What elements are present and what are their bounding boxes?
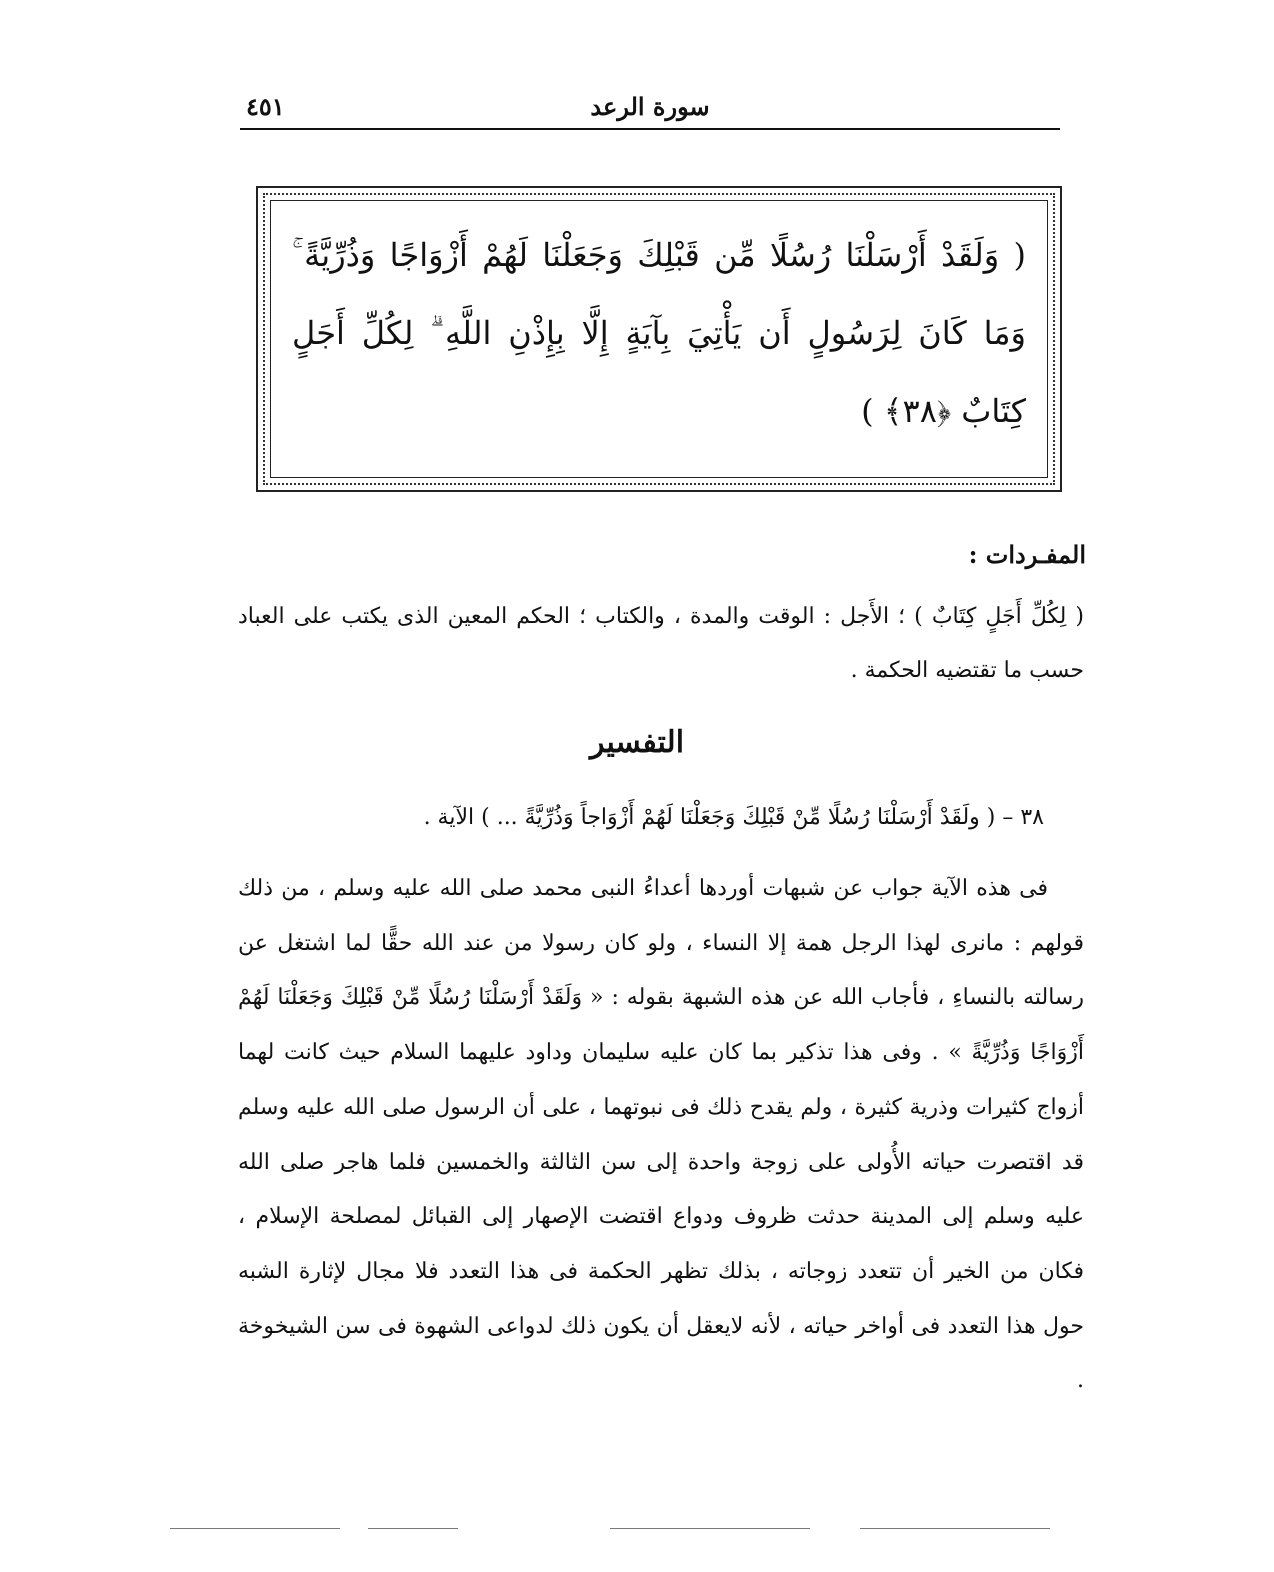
footer-rule: [610, 1528, 810, 1529]
footer-rule: [860, 1528, 1050, 1529]
ornamental-verse-frame: [256, 186, 1062, 492]
running-header: [240, 88, 1060, 130]
footer-rule: [170, 1528, 340, 1529]
vocabulary-text: ( لِكُلِّ أَجَلٍ كِتَابٌ ) ؛ الأَجل : الوقت والمدة ، والكتاب ؛ الحكم المعين الذى يكتب على العباد حسب ما تقتضيه الحكمة .: [238, 604, 1084, 683]
quran-verse-text: ( وَلَقَدْ أَرْسَلْنَا رُسُلًا مِّن قَبْلِكَ وَجَعَلْنَا لَهُمْ أَزْوَاجًا وَذُرِّيَّةً ۚ وَمَا كَانَ لِرَسُولٍ أَن يَأْتِيَ بِآيَةٍ إِلَّا بِإِذْنِ اللَّهِ ۗ لِكُلِّ أَجَلٍ كِتَابٌ ﴿٣٨﴾ ): [292, 236, 1027, 430]
tafsir-verse-reference: ٣٨ – ( ولَقَدْ أَرْسَلْنَا رُسُلًا مِّنْ قَبْلِكَ وَجَعَلْنَا لَهُمْ أَزْوَاجاً وَذُرِّيَّةً ... ) الآية .: [423, 805, 1044, 830]
page-number: ٤٥١: [246, 92, 285, 121]
tafsir-paragraph: فى هذه الآية جواب عن شبهات أوردها أعداءُ النبى محمد صلى الله عليه وسلم ، من ذلك قولهم : مانرى لهذا الرجل همة إلا النساء ، ولو كان رسولا من عند الله حقًّا لما اشتغل عن رسالته بالنساءِ ، فأجاب الله عن هذه الشبهة بقوله : « وَلَقَدْ أَرْسَلْنَا رُسُلًا مِّنْ قَبْلِكَ وَجَعَلْنَا لَهُمْ أَزْوَاجًا وَذُرِّيَّةً » . وفى هذا تذكير بما كان عليه سليمان وداود عليهما السلام حيث كانت لهما أزواج كثيرات وذرية كثيرة ، ولم يقدح ذلك فى نبوتهما ، على أن الرسول صلى الله عليه وسلم قد اقتصرت حياته الأُولى على زوجة واحدة إلى سن الثالثة والخمسين فلما هاجر صلى الله عليه وسلم إلى المدينة حدثت ظروف ودواع اقتضت الإصهار إلى القبائل لمصلحة الإسلام ، فكان من الخير أن تتعدد زوجاته ، بذلك تظهر الحكمة فى هذا التعدد فلا مجال لإثارة الشبه حول هذا التعدد فى أواخر حياته ، لأنه لايعقل أن يكون ذلك لدواعى الشهوة فى سن الشيخوخة .: [238, 876, 1084, 1394]
footer-rule: [368, 1528, 458, 1529]
surah-title: سورة الرعد: [590, 92, 710, 121]
vocabulary-heading: المفـردات :: [968, 540, 1086, 569]
tafsir-heading: التفسير: [589, 725, 685, 760]
tafsir-body: [238, 862, 1084, 1409]
